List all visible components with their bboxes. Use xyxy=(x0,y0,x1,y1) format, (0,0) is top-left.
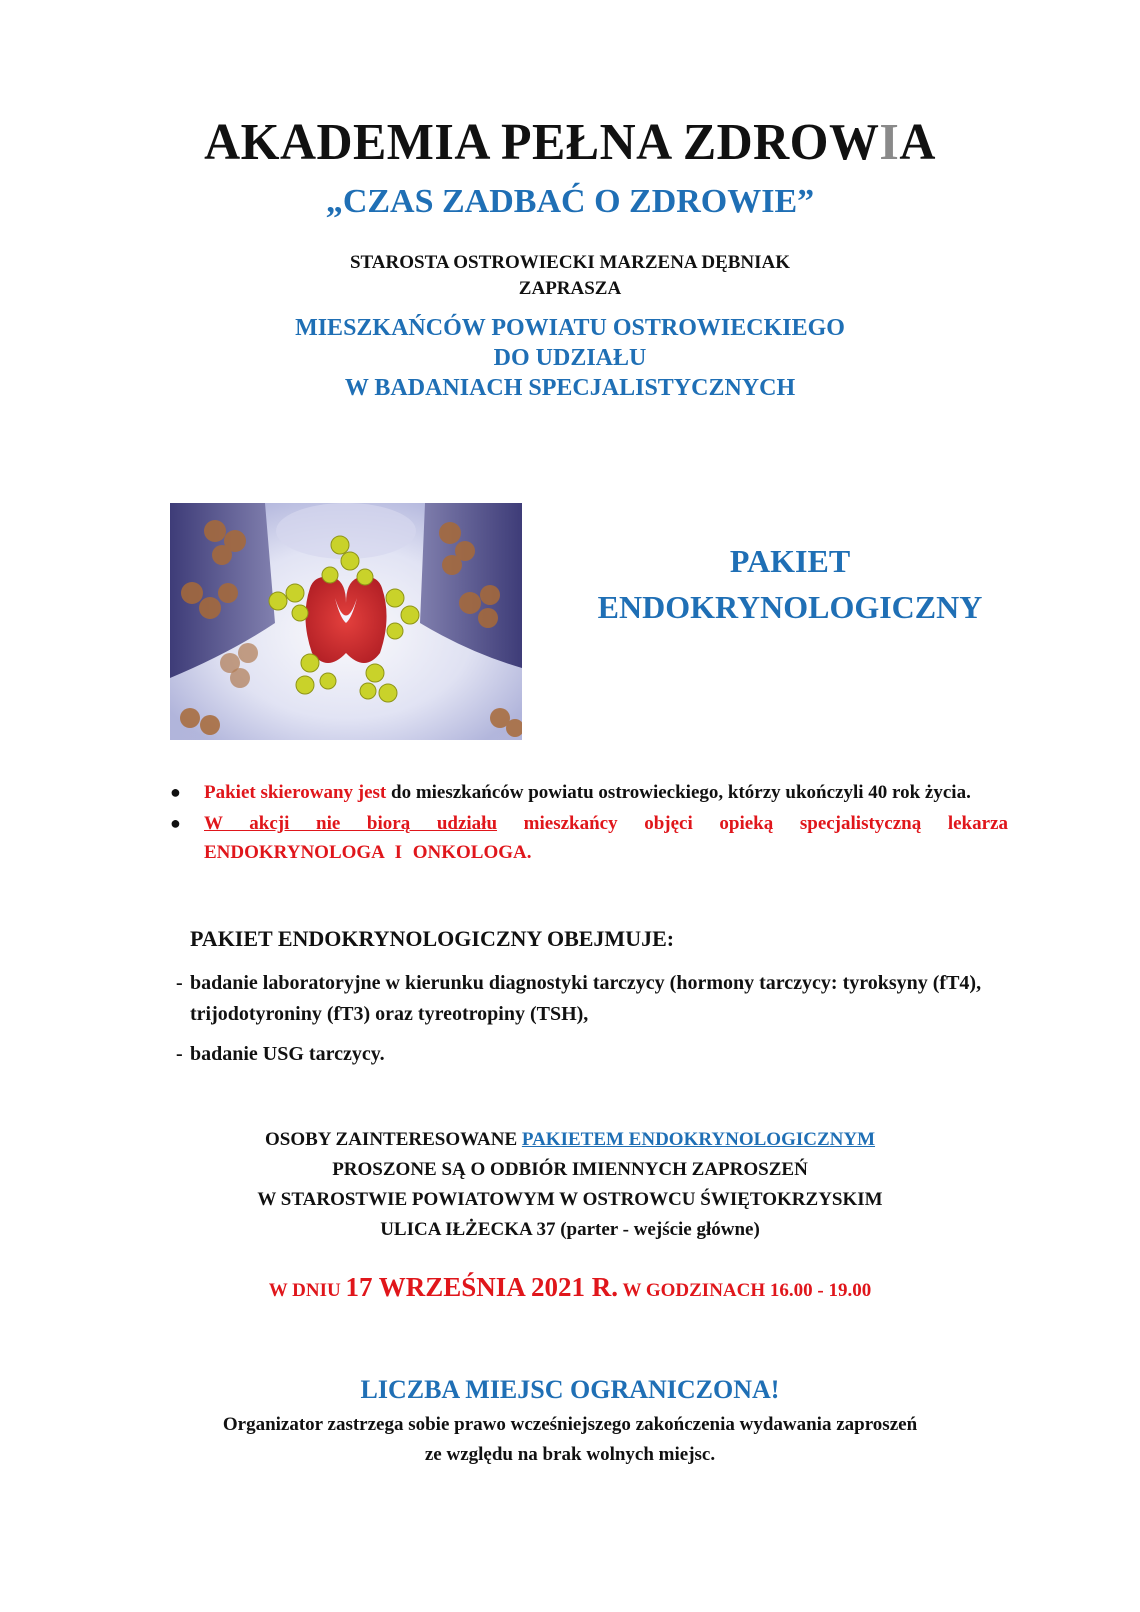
event-date-line xyxy=(0,1272,1140,1303)
eligibility-item xyxy=(168,809,1008,867)
includes-list xyxy=(176,968,1016,1070)
eligibility-list xyxy=(168,778,1008,867)
includes-item-text: badanie USG tarczycy. xyxy=(190,1043,385,1065)
audience-line: MIESZKAŃCÓW POWIATU OSTROWIECKIEGO xyxy=(295,315,845,341)
pickup-prefix: OSOBY ZAINTERESOWANE xyxy=(264,1129,522,1150)
package-heading xyxy=(560,538,1020,630)
poster-title xyxy=(23,113,1117,172)
includes-item xyxy=(176,1039,1016,1070)
audience-block xyxy=(0,313,1140,403)
event-date: 17 WRZEŚNIA 2021 R. xyxy=(345,1272,619,1302)
package-heading-line: ENDOKRYNOLOGICZNY xyxy=(597,589,983,625)
pickup-line xyxy=(0,1125,1140,1155)
limited-seats-notice: LICZBA MIEJSC OGRANICZONA! xyxy=(360,1375,780,1404)
disclaimer xyxy=(0,1410,1140,1470)
includes-item xyxy=(176,968,1016,1030)
thyroid-image-icon xyxy=(170,503,522,740)
eligibility-highlight: Pakiet skierowany jest xyxy=(204,782,387,803)
bullet-icon: ● xyxy=(170,782,181,802)
eligibility-text: do mieszkańców powiatu ostrowieckiego, którzy ukończyli 40 rok życia. xyxy=(386,782,971,803)
disclaimer-line: ze względu na brak wolnych miejsc. xyxy=(424,1444,716,1465)
inviter-line: STAROSTA OSTROWIECKI MARZENA DĘBNIAK xyxy=(349,252,791,273)
poster-motto: „CZAS ZADBAĆ O ZDROWIE” xyxy=(325,183,815,220)
dash-bullet-icon: - xyxy=(176,972,183,994)
dash-bullet-icon: - xyxy=(176,1043,183,1065)
inviter-line: ZAPRASZA xyxy=(518,278,622,299)
pickup-line: PROSZONE SĄ O ODBIÓR IMIENNYCH ZAPROSZEŃ xyxy=(332,1159,808,1180)
pickup-line: W STAROSTWIE POWIATOWYM W OSTROWCU ŚWIĘTOKRZYSKIM xyxy=(257,1189,883,1210)
date-prefix: W DNIU xyxy=(268,1280,346,1301)
pickup-info xyxy=(0,1125,1140,1245)
exclusion-text: mieszkańcy objęci opieką specjalistyczną lekarza ENDOKRYNOLOGA I ONKOLOGA. xyxy=(204,813,1008,863)
includes-title: PAKIET ENDOKRYNOLOGICZNY OBEJMUJE: xyxy=(190,926,675,951)
title-end: A xyxy=(899,114,936,171)
audience-line: W BADANIACH SPECJALISTYCZNYCH xyxy=(344,375,796,401)
title-main: AKADEMIA PEŁNA ZDROW xyxy=(204,114,880,171)
audience-line: DO UDZIAŁU xyxy=(493,345,647,371)
pickup-address: ULICA IŁŻECKA 37 (parter - wejście główne) xyxy=(380,1219,760,1240)
exclusion-underlined: W akcji nie biorą udziału xyxy=(204,813,498,834)
title-faded-letter: I xyxy=(879,114,900,171)
thyroid-illustration xyxy=(170,503,522,740)
bullet-icon: ● xyxy=(170,813,181,833)
eligibility-item xyxy=(168,778,1008,807)
package-heading-line: PAKIET xyxy=(729,543,851,579)
includes-item-text: badanie laboratoryjne w kierunku diagnostyki tarczycy (hormony tarczycy: tyroksyny (fT4), trijodotyroniny (fT3) oraz tyreotropiny (TSH), xyxy=(190,972,982,1025)
inviter-block xyxy=(0,250,1140,302)
package-link[interactable]: PAKIETEM ENDOKRYNOLOGICZNYM xyxy=(521,1129,876,1150)
disclaimer-line: Organizator zastrzega sobie prawo wcześniejszego zakończenia wydawania zaproszeń xyxy=(222,1414,918,1435)
event-hours: W GODZINACH 16.00 - 19.00 xyxy=(618,1280,872,1301)
